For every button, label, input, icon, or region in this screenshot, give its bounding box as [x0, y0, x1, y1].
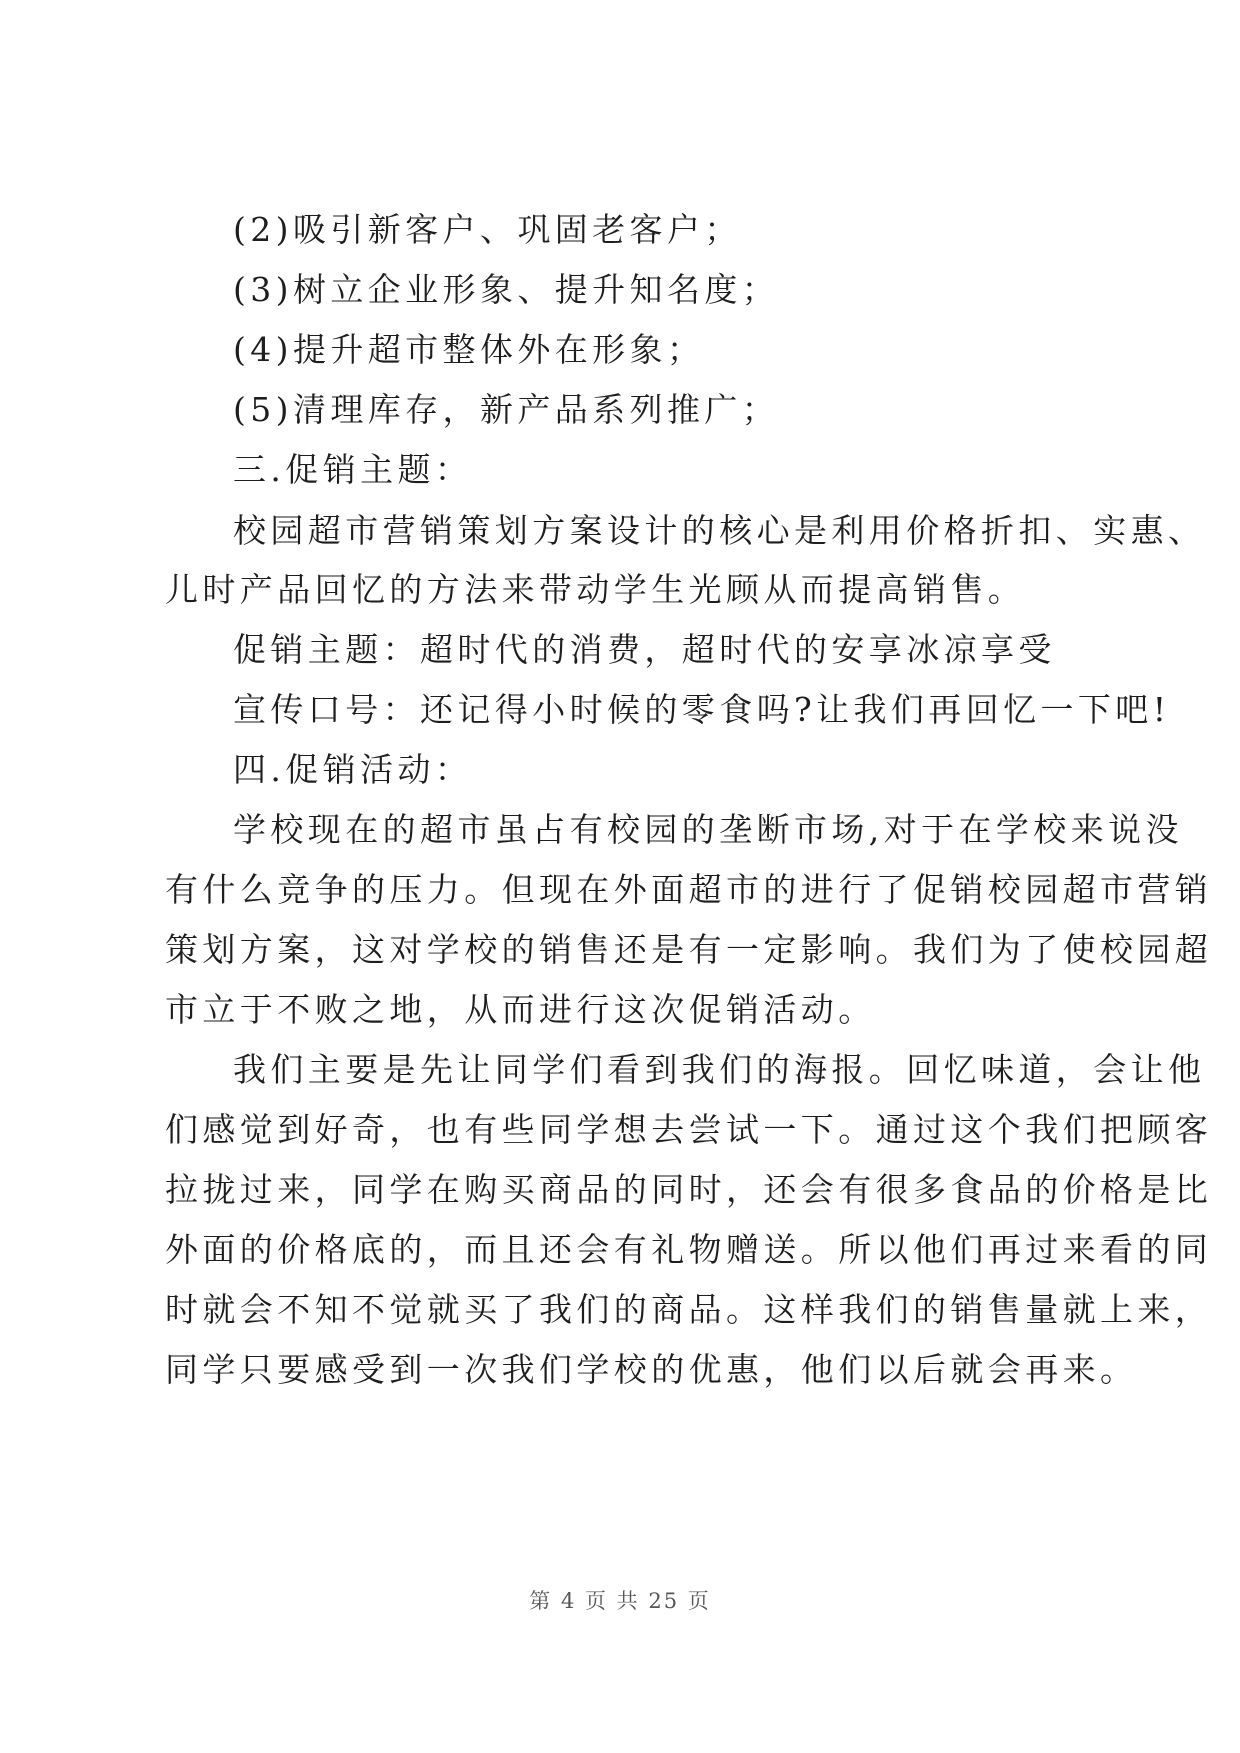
paragraph-line: 同学只要感受到一次我们学校的优惠，他们以后就会再来。 — [165, 1350, 1138, 1389]
paragraph-line: 时就会不知不觉就买了我们的商品。这样我们的销售量就上来， — [165, 1290, 1213, 1329]
paragraph-line: 我们主要是先让同学们看到我们的海报。回忆味道，会让他 — [233, 1050, 1206, 1089]
promotion-theme-line: 促销主题：超时代的消费，超时代的安享冰凉享受 — [233, 630, 1056, 669]
paragraph-line: 们感觉到好奇，也有些同学想去尝试一下。通过这个我们把顾客 — [165, 1110, 1213, 1149]
paragraph-line: 儿时产品回忆的方法来带动学生光顾从而提高销售。 — [165, 570, 1026, 609]
paragraph-line: 学校现在的超市虽占有校园的垄断市场,对于在学校来说没 — [233, 810, 1183, 849]
objective-4: (4)提升超市整体外在形象； — [233, 330, 705, 369]
paragraph-line: 校园超市营销策划方案设计的核心是利用价格折扣、实惠、 — [233, 511, 1206, 550]
paragraph-line: 有什么竞争的压力。但现在外面超市的进行了促销校园超市营销 — [165, 870, 1213, 909]
paragraph-line: 策划方案，这对学校的销售还是有一定影响。我们为了使校园超 — [165, 930, 1213, 969]
section-heading-promotion-activity: 四.促销活动： — [233, 750, 473, 789]
paragraph-line: 市立于不败之地，从而进行这次促销活动。 — [165, 990, 876, 1029]
objective-2: (2)吸引新客户、巩固老客户； — [233, 210, 742, 249]
objective-5: (5)清理库存，新产品系列推广； — [233, 390, 780, 429]
objective-3: (3)树立企业形象、提升知名度； — [233, 270, 780, 309]
paragraph-line: 拉拢过来，同学在购买商品的同时，还会有很多食品的价格是比 — [165, 1170, 1213, 1209]
section-heading-promotion-theme: 三.促销主题： — [233, 450, 473, 489]
paragraph-line: 外面的价格底的，而且还会有礼物赠送。所以他们再过来看的同 — [165, 1230, 1213, 1269]
page-number-footer: 第 4 页 共 25 页 — [529, 1589, 711, 1613]
slogan-line: 宣传口号：还记得小时候的零食吗?让我们再回忆一下吧! — [233, 690, 1171, 729]
